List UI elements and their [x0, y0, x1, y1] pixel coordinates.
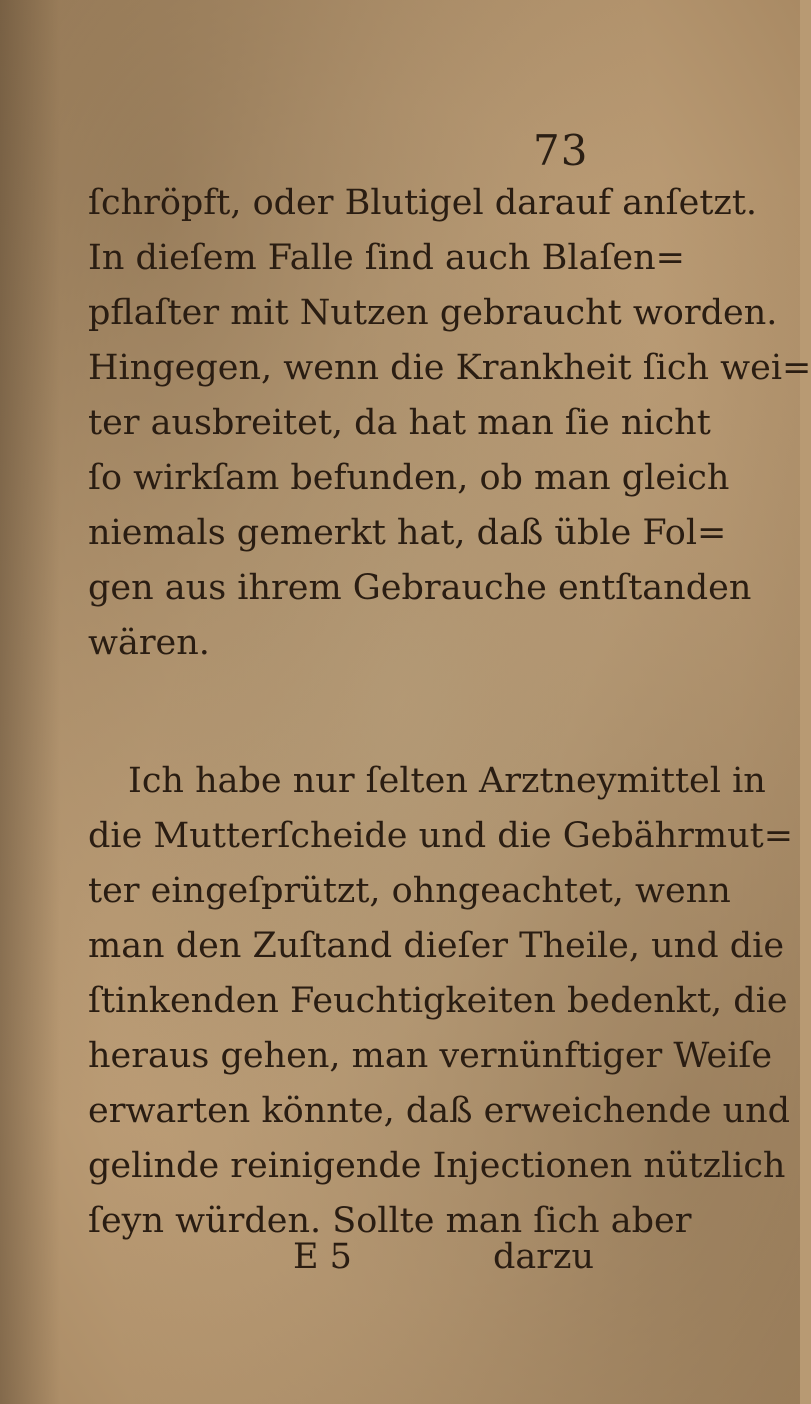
text-line: ſtinkenden Feuchtigkeiten bedenkt, die	[88, 981, 788, 1021]
signature-mark: E 5	[293, 1237, 352, 1277]
text-line: wären.	[88, 623, 210, 663]
text-line: ſo wirkſam befunden, ob man gleich	[88, 458, 730, 498]
text-line: gen aus ihrem Gebrauche entſtanden	[88, 568, 752, 608]
catchword: darzu	[493, 1237, 594, 1277]
text-line: die Mutterſcheide und die Gebährmut=	[88, 816, 794, 856]
text-line: heraus gehen, man vernünftiger Weiſe	[88, 1036, 773, 1076]
page-edge-shadow	[0, 0, 60, 1404]
text-line: In dieſem Falle ſind auch Blaſen=	[88, 238, 685, 278]
text-line: pflaſter mit Nutzen gebraucht worden.	[88, 293, 778, 333]
page-number: 73	[533, 126, 589, 175]
text-line: ter ausbreitet, da hat man ſie nicht	[88, 403, 711, 443]
paragraph-gap	[88, 671, 648, 754]
page-footer	[0, 1230, 800, 1290]
text-line: niemals gemerkt hat, daß üble Fol=	[88, 513, 727, 553]
text-line: ter eingeſprützt, ohngeachtet, wenn	[88, 871, 731, 911]
text-line: gelinde reinigende Injectionen nützlich	[88, 1146, 786, 1186]
text-line: Ich habe nur ſelten Arztneymittel in	[128, 761, 766, 801]
text-line: man den Zuſtand dieſer Theile, und die	[88, 926, 785, 966]
text-line: ſchröpft, oder Blutigel darauf anſetzt.	[88, 183, 758, 223]
text-line: erwarten könnte, daß erweichende und	[88, 1091, 791, 1131]
text-line: ſeyn würden. Sollte man ſich aber	[88, 1201, 692, 1241]
text-line: Hingegen, wenn die Krankheit ſich wei=	[88, 348, 811, 388]
text-block	[88, 176, 811, 1249]
